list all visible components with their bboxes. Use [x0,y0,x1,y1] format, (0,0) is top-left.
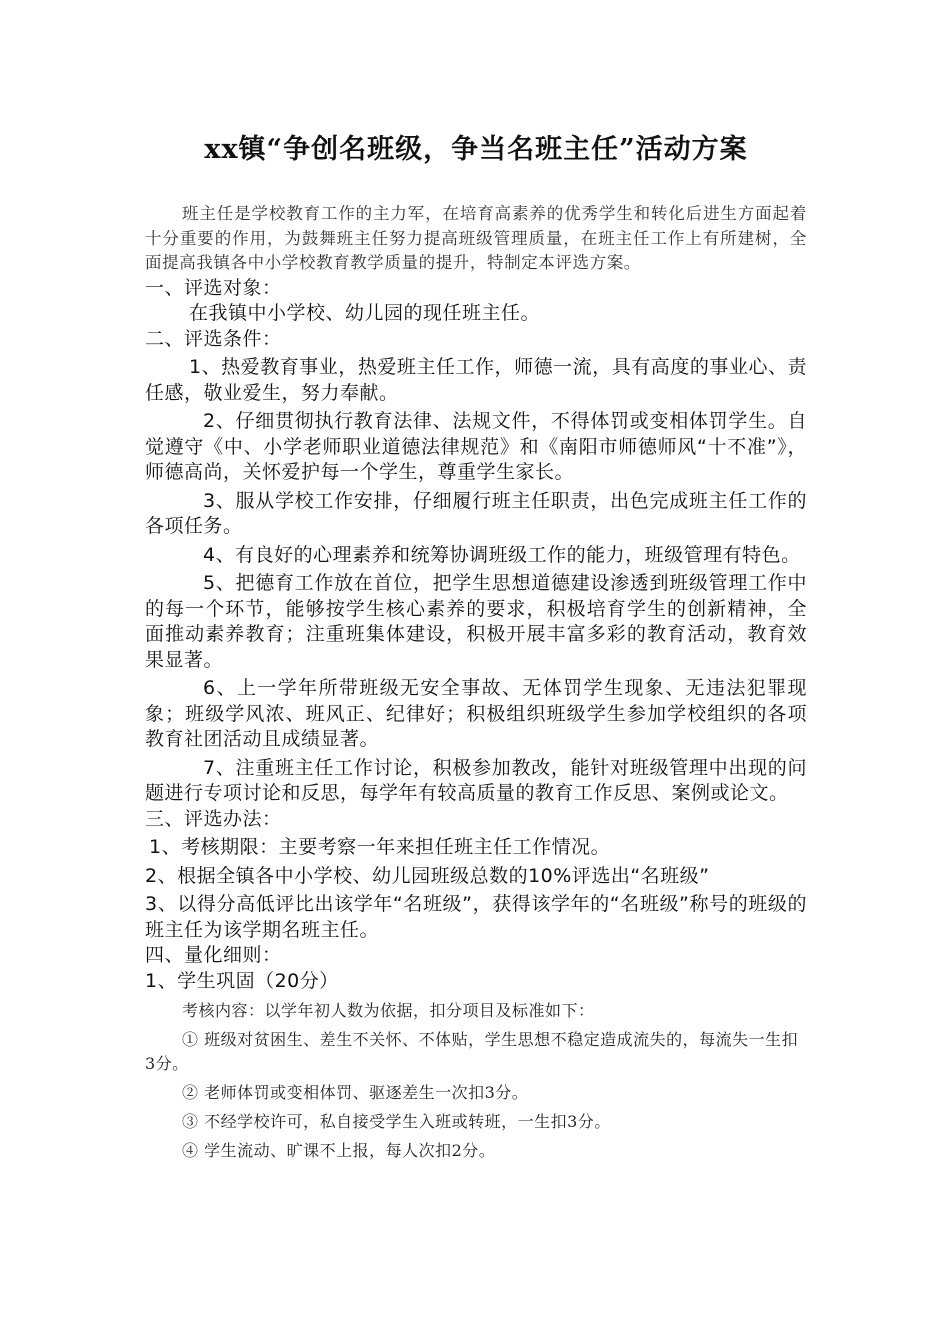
condition-item: 6、上一学年所带班级无安全事故、无体罚学生现象、无违法犯罪现象；班级学风浓、班风正、纪律好；积极组织班级学生参加学校组织的各项教育社团活动且成绩显著。 [145,677,807,750]
condition-item: 4、有良好的心理素养和统筹协调班级工作的能力，班级管理有特色。 [203,543,801,566]
section-heading-methods: 三、评选办法： [145,807,282,830]
intro-paragraph: 班主任是学校教育工作的主力军，在培育高素养的优秀学生和转化后进生方面起着十分重要的作用，为鼓舞班主任努力提高班级管理质量，在班主任工作上有所建树，全面提高我镇各中小学校教育教学质量的提升，特制定本评选方案。 [145,204,807,272]
section-heading-rules: 四、量化细则： [145,944,282,966]
rule-item: ③ 不经学校许可，私自接受学生入班或转班，一生扣3分。 [182,1112,611,1131]
rule-item: ④ 学生流动、旷课不上报，每人次扣2分。 [182,1141,496,1160]
rules-subheading: 1、学生巩固（20分） [145,969,339,992]
section-heading-conditions: 二、评选条件： [145,327,282,350]
method-item: 3、以得分高低评比出该学年“名班级”，获得该学年的“名班级”称号的班级的班主任为该学期名班主任。 [145,893,807,941]
method-item: 2、根据全镇各中小学校、幼儿园班级总数的10%评选出“名班级” [145,864,710,887]
document-title: xx镇“争创名班级，争当名班主任”活动方案 [204,134,748,165]
method-item: 1、考核期限：主要考察一年来担任班主任工作情况。 [149,836,611,858]
rule-item: ② 老师体罚或变相体罚、驱逐差生一次扣3分。 [182,1083,529,1102]
condition-item: 5、把德育工作放在首位，把学生思想道德建设渗透到班级管理工作中的每一个环节，能够按学生核心素养的要求，积极培育学生的创新精神，全面推动素养教育；注重班集体建设，积极开展丰富多彩的教育活动，教育效果显著。 [145,572,807,671]
targets-text: 在我镇中小学校、幼儿园的现任班主任。 [189,302,541,324]
condition-item: 1、热爱教育事业，热爱班主任工作，师德一流，具有高度的事业心、责任感，敬业爱生，努力奉献。 [145,356,807,404]
section-heading-targets: 一、评选对象： [145,276,282,299]
document-content [145,130,807,1163]
rule-item: ① 班级对贫困生、差生不关怀、不体贴，学生思想不稳定造成流失的，每流失一生扣3分。 [145,1030,799,1073]
condition-item: 7、注重班主任工作讨论，积极参加教改，能针对班级管理中出现的问题进行专项讨论和反思，每学年有较高质量的教育工作反思、案例或论文。 [145,756,807,804]
condition-item: 2、仔细贯彻执行教育法律、法规文件，不得体罚或变相体罚学生。自觉遵守《中、小学老师职业道德法律规范》和《南阳市师德师风“十不准”》，师德高尚，关怀爱护每一个学生，尊重学生家长。 [145,410,807,483]
assessment-text: 考核内容：以学年初人数为依据，扣分项目及标准如下： [182,1001,595,1020]
condition-item: 3、服从学校工作安排，仔细履行班主任职责，出色完成班主任工作的各项任务。 [145,489,807,537]
